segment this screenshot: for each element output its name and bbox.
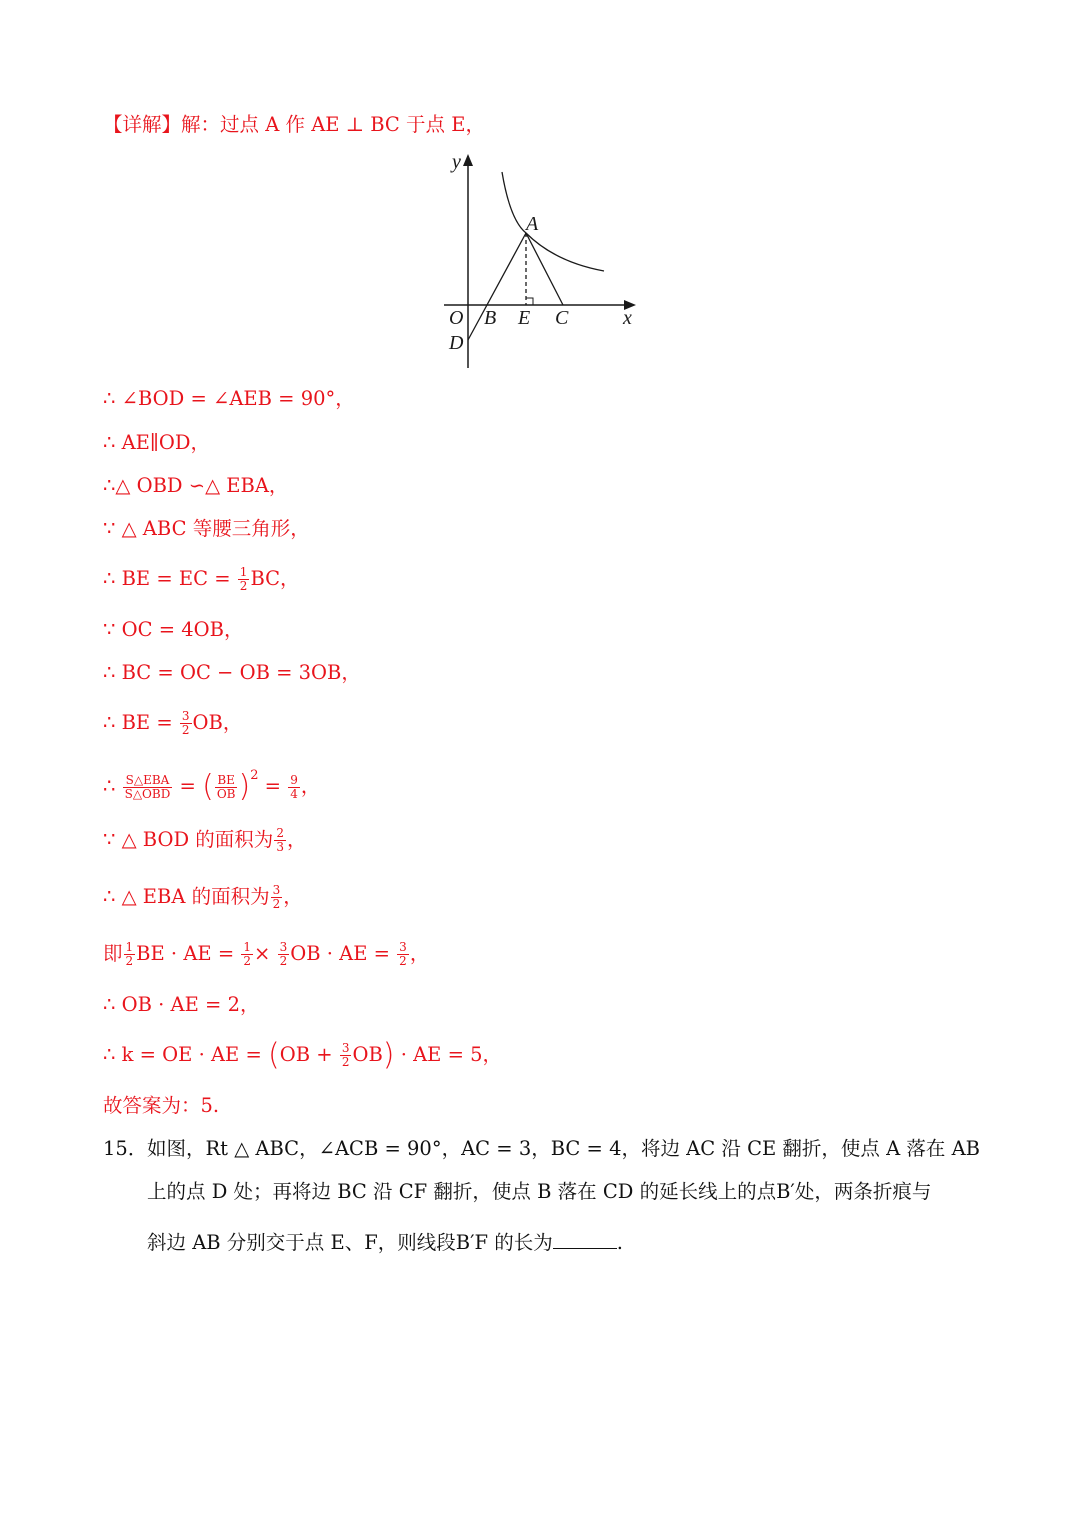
y-axis-arrow [463, 154, 473, 166]
right-paren: ) [238, 769, 251, 804]
step-5: ∴ BE = EC = $\frac{1}{2}$ BC， [103, 565, 300, 593]
answer-line: 故答案为：5. [103, 1094, 220, 1117]
step-2: ∴ AE∥OD， [103, 431, 211, 454]
step-12: 即 $\frac{1}{2}$ BE · AE = $\frac{1}{2}$ × $\frac{3}{2}$ OB · AE = $\frac{3}{2}$ ， [103, 940, 430, 968]
question-line-3: 斜边 AB 分别交于点 E、F，则线段B′F 的长为 . [147, 1228, 623, 1257]
label-y: y [452, 151, 461, 173]
label-a: A [526, 213, 539, 235]
fraction: $\frac{1}{2}$ [125, 940, 134, 968]
question-number: 15． [103, 1137, 148, 1160]
solution-header [103, 111, 485, 139]
hyperbola-curve [502, 172, 604, 271]
label-o: O [449, 307, 464, 329]
left-paren: ( [202, 769, 214, 804]
question-line-2: 上的点 D 处；再将边 BC 沿 CF 翻折，使点 B 落在 CD 的延长线上的点B′处，两条折痕与 [147, 1180, 932, 1203]
label-e: E [518, 307, 531, 329]
label-x: x [623, 307, 632, 329]
segment-ac [526, 233, 563, 305]
step-3: ∴△ OBD ∽△ EBA， [103, 474, 289, 497]
step-13: ∴ OB · AE = 2， [103, 993, 260, 1016]
step-4: ∵ △ ABC 等腰三角形， [103, 517, 310, 540]
step-9: ∴ $\frac{\text{S△EBA}}{\text{S△OBD}}$ = ( $\frac{BE}{OB}$ )$^2$ = $\frac{9}{4}$ ， [103, 768, 321, 804]
step-14: ∴ k = OE · AE = (OB + $\frac{3}{2}$ OB) · AE = 5， [103, 1037, 503, 1073]
step-10: ∵ △ BOD 的面积为 $\frac{2}{3}$ ， [103, 826, 307, 854]
step-7: ∴ BC = OC − OB = 3OB， [103, 661, 361, 684]
fraction: $\frac{3}{2}$ [341, 1041, 350, 1069]
fraction: $\frac{3}{2}$ [399, 940, 407, 968]
fraction: $\frac{9}{4}$ [290, 772, 298, 801]
coordinate-figure [440, 150, 650, 370]
label-b: B [484, 307, 497, 329]
label-c: C [555, 307, 569, 329]
fraction: $\frac{1}{2}$ [239, 565, 248, 593]
left-paren: ( [268, 1037, 280, 1073]
fraction: $\frac{3}{2}$ [279, 940, 288, 968]
fraction: $\frac{3}{2}$ [181, 709, 190, 737]
fraction: $\frac{3}{2}$ [272, 883, 281, 911]
step-8: ∴ BE = $\frac{3}{2}$ OB， [103, 709, 243, 737]
question-line-1: 如图，Rt △ ABC，∠ACB = 90°，AC = 3，BC = 4，将边 AC 沿 CE 翻折，使点 A 落在 AB [147, 1137, 981, 1160]
step-1: ∴ ∠BOD = ∠AEB = 90°， [103, 387, 355, 410]
fraction: $\frac{2}{3}$ [276, 826, 284, 854]
fraction: $\frac{\text{S△EBA}}{\text{S△OBD}}$ [124, 772, 171, 801]
fraction: $\frac{1}{2}$ [243, 940, 252, 968]
header-text: 解：过点 A 作 AE ⊥ BC 于点 E， [181, 113, 485, 136]
step-11: ∴ △ EBA 的面积为 $\frac{3}{2}$ ， [103, 883, 303, 911]
right-paren: ) [382, 1037, 395, 1073]
label-d: D [449, 332, 464, 354]
answer-blank[interactable] [553, 1228, 617, 1249]
fraction: $\frac{BE}{OB}$ [216, 772, 236, 801]
step-6: ∵ OC = 4OB， [103, 618, 244, 641]
detail-tag: 【详解】 [103, 113, 182, 136]
right-angle-mark [526, 298, 533, 305]
